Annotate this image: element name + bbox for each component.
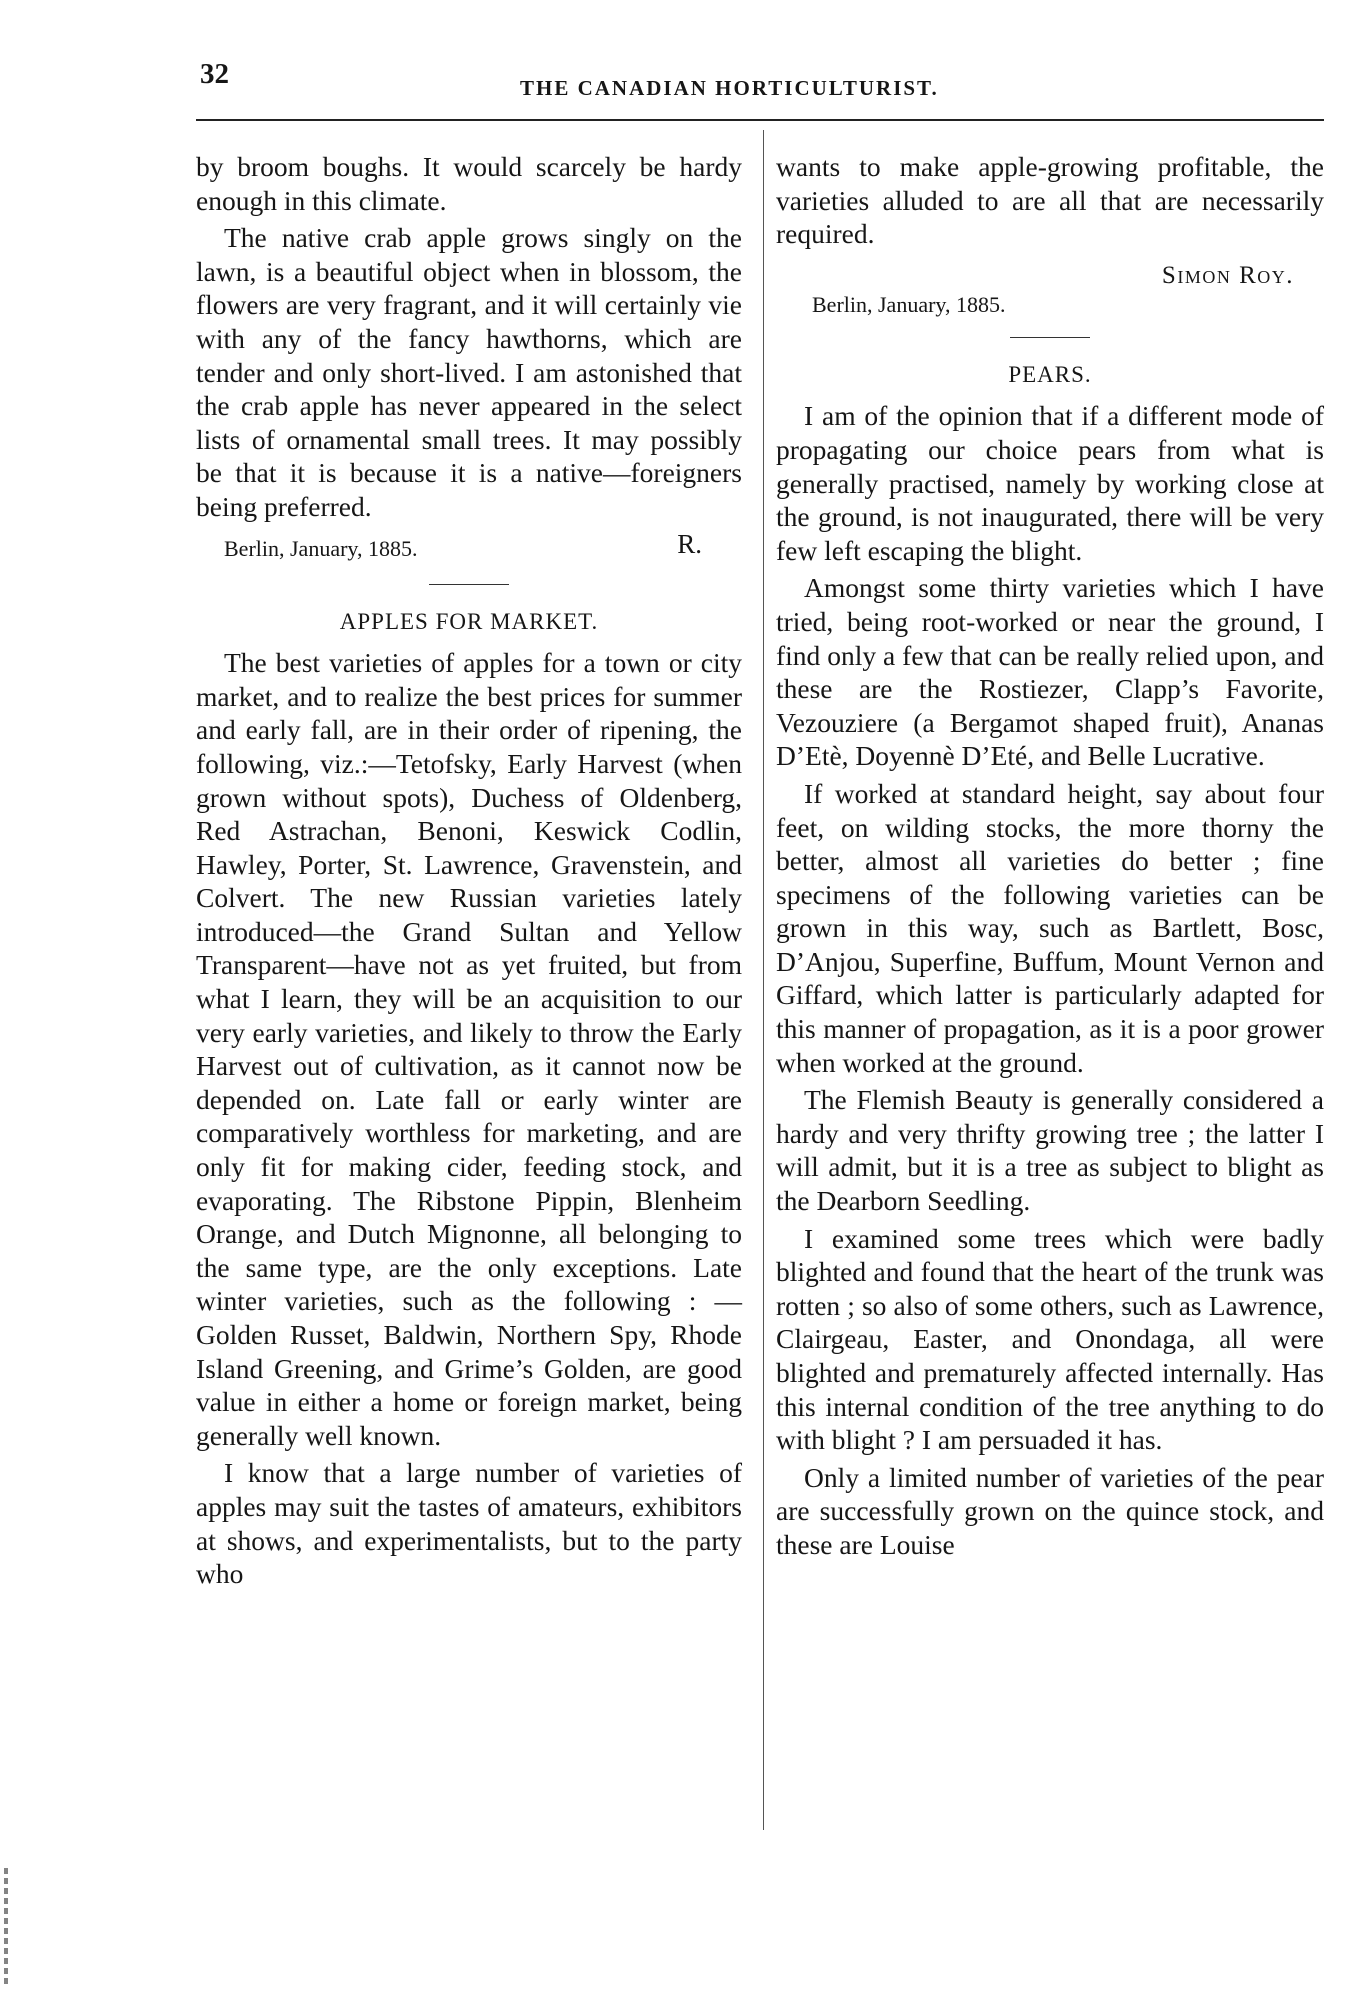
- paragraph: I am of the opinion that if a different mode of propagating our choice pears from what is generally practised, namely by working close at the ground, is not inaugurated, there will be very few left escaping the blight.: [776, 400, 1324, 566]
- page-number: 32: [200, 58, 229, 90]
- binding-edge-mark: [4, 1868, 8, 1988]
- section-title: APPLES FOR MARKET.: [339, 608, 599, 634]
- paragraph: The native crab apple grows singly on the lawn, is a beautiful object when in blossom, the flowers are very fragrant, and it will certainly vie with any of the fancy hawthorns, which are tender and only short-lived. I am astonished that the crab apple has never appeared in the select lists of ornamental small trees. It may possibly be that it is because it is a native—foreigners being preferred.: [196, 222, 742, 522]
- running-head: THE CANADIAN HORTICULTURIST.: [520, 76, 939, 100]
- paragraph: The Flemish Beauty is generally considered a hardy and very thrifty growing tree ; the latter I will admit, but it is a tree as subject to blight as the Dearborn Seedling.: [776, 1084, 1324, 1217]
- paragraph: I know that a large number of varieties of apples may suit the tastes of amateurs, exhibitors at shows, and experimentalists, but to the party who: [196, 1457, 742, 1590]
- section-divider: [429, 584, 509, 585]
- section-divider: [1010, 337, 1090, 338]
- paragraph: If worked at standard height, say about four feet, on wilding stocks, the more thorny the better, almost all varieties do better ; fine specimens of the following varieties can be grown in this way, such as Bartlett, Bosc, D’Anjou, Superfine, Buffum, Mount Vernon and Giffard, which latter is particularly adapted for this manner of propagation, as it is a poor grower when worked at the ground.: [776, 777, 1324, 1078]
- paragraph: I examined some trees which were badly blighted and found that the heart of the trunk was rotten ; so also of some others, such as Lawrence, Clairgeau, Easter, and Onondaga, all were blighted and prematurely affected internally. Has this internal condition of the tree anything to do with blight ? I am persuaded it has.: [776, 1222, 1324, 1456]
- column-divider: [763, 130, 764, 1830]
- paragraph: Amongst some thirty varieties which I have tried, being root-worked or near the ground, I find only a few that can be really relied upon, and these are the Rostiezer, Clapp’s Favorite, Vezouziere (a Bergamot shaped fruit), Ananas D’Etè, Doyennè D’Eté, and Belle Lucrative.: [776, 572, 1324, 772]
- signoff-line: [196, 528, 742, 566]
- paragraph: The best varieties of apples for a town or city market, and to realize the best prices for summer and early fall, are in their order of ripening, the following, viz.:—Tetofsky, Early Harvest (when grown without spots), Duchess of Oldenberg, Red Astrachan, Benoni, Keswick Codlin, Hawley, Porter, St. Lawrence, Gravenstein, and Colvert. The new Russian varieties lately introduced—the Grand Sultan and Yellow Transparent—have not as yet fruited, but from what I learn, they will be an acquisition to our very early varieties, and likely to throw the Early Harvest out of cultivation, as it cannot now be depended on. Late fall or early winter are comparatively worthless for marketing, and are only fit for making cider, feeding stock, and evaporating. The Ribstone Pippin, Blenheim Orange, and Dutch Mignonne, all belonging to the same type, are the only exceptions. Late winter varieties, such as the following : — Golden Russet, Baldwin, Northern Spy, Rhode Island Greening, and Grime’s Golden, are good value in either a home or foreign market, being generally well known.: [196, 647, 742, 1451]
- author-signature: Simon Roy.: [1161, 261, 1294, 289]
- dateline: Berlin, January, 1885.: [812, 291, 1006, 317]
- paragraph: wants to make apple-growing profitable, the varieties alluded to are all that are necessarily required.: [776, 151, 1324, 250]
- header-rule: [196, 119, 1324, 121]
- left-column: [196, 150, 742, 1591]
- dateline: Berlin, January, 1885.: [224, 535, 418, 561]
- author-signature: R.: [677, 528, 702, 559]
- paragraph: by broom boughs. It would scarcely be hardy enough in this climate.: [196, 151, 742, 216]
- right-column: [776, 150, 1324, 1562]
- paragraph: Only a limited number of varieties of the pear are successfully grown on the quince stock, and these are Louise: [776, 1461, 1324, 1560]
- section-title: PEARS.: [1008, 361, 1092, 387]
